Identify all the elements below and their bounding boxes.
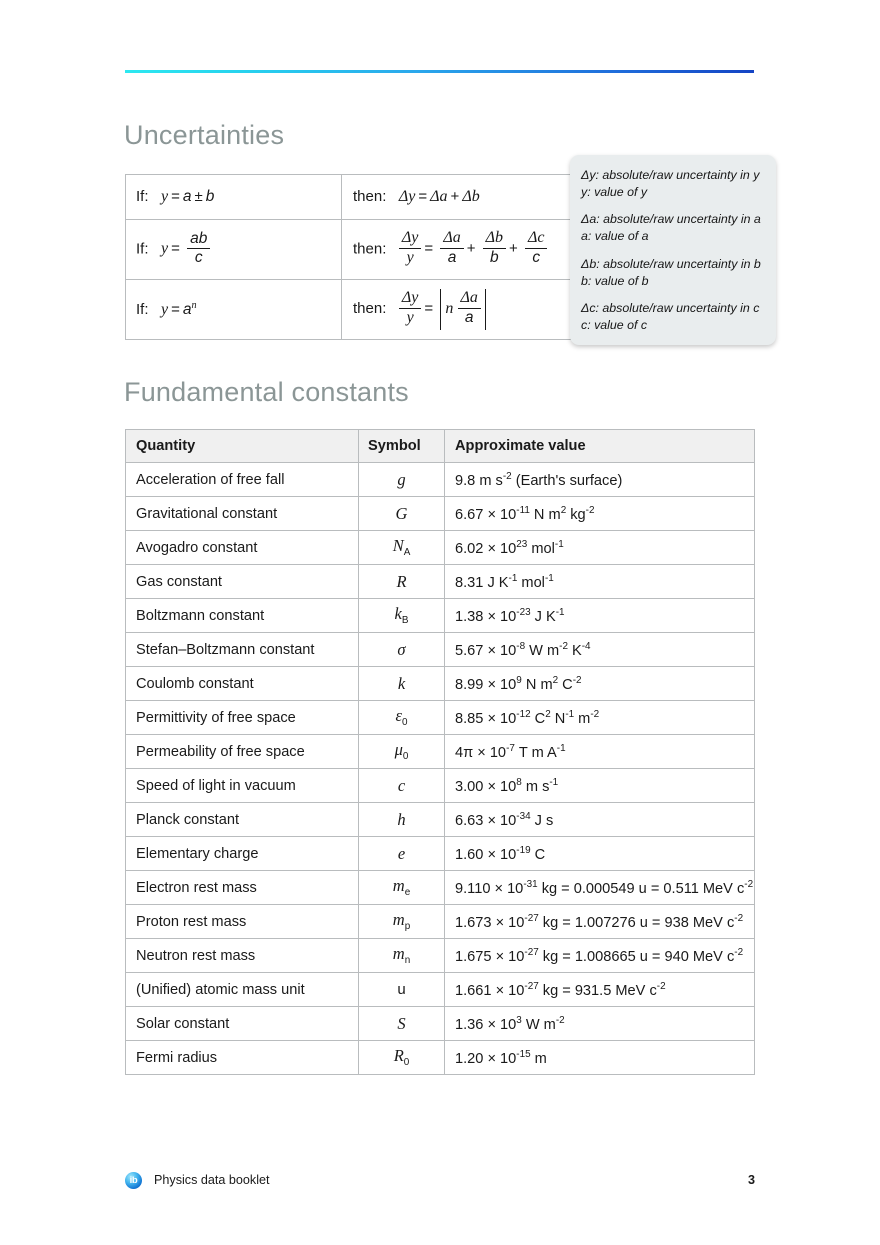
header-gradient-rule [125,70,754,73]
table-row [126,1007,755,1041]
if-label: If: [136,240,149,258]
table-row [126,701,755,735]
then-formula: $\frac{\Delta y}{y}$ = n $\frac{\Delta a}{a}$ [391,300,486,317]
then-label: then: [353,300,387,318]
table-row [126,633,755,667]
constant-symbol: c [359,769,445,803]
constant-value: $9.110 \times 10^{-31}$ kg = 0.000549 u = 0.511 MeV $c^{-2}$ [445,871,755,905]
page-number: 3 [747,1173,755,1187]
constant-quantity: Coulomb constant [126,667,359,701]
constant-symbol: S [359,1007,445,1041]
note-block [581,256,765,289]
table-row [126,531,755,565]
constant-symbol: $m_e$ [359,871,445,905]
constant-quantity: Proton rest mass [126,905,359,939]
uncertainty-if-cell [126,175,342,220]
ib-logo-icon: ib [125,1172,142,1189]
note-line: Δc: absolute/raw uncertainty in c [581,301,760,316]
table-row [126,837,755,871]
table-row [126,769,755,803]
constant-value: $6.67 \times 10^{-11}$ N $m^2$ $kg^{-2}$ [445,497,755,531]
if-formula: y = $\frac{ab}{c}$ [153,240,211,257]
then-label: then: [353,188,387,205]
note-line: Δy: absolute/raw uncertainty in y [581,168,760,182]
constant-quantity: Stefan–Boltzmann constant [126,633,359,667]
constant-value: $1.20 \times 10^{-15}$ m [445,1041,755,1075]
table-row [126,667,755,701]
note-block [581,211,765,244]
column-header-quantity: Quantity [126,430,359,463]
page-footer [125,1170,755,1192]
constant-quantity: Avogadro constant [126,531,359,565]
table-row [126,735,755,769]
constant-quantity: Solar constant [126,1007,359,1041]
fundamental-constants-table [125,429,755,1075]
constant-value: 9.8 m $s^{-2}$ (Earth's surface) [445,463,755,497]
constant-symbol: g [359,463,445,497]
uncertainty-if-cell [126,220,342,280]
constant-symbol: G [359,497,445,531]
table-header-row [126,430,755,463]
uncertainty-definitions-note [570,155,776,345]
constant-value: $8.85 \times 10^{-12}$ $C^2$ $N^{-1}$ $m^{-2}$ [445,701,755,735]
constant-value: $1.38 \times 10^{-23}$ J $K^{-1}$ [445,599,755,633]
constant-value: $3.00 \times 10^8$ m $s^{-1}$ [445,769,755,803]
constant-quantity: Electron rest mass [126,871,359,905]
constant-quantity: Speed of light in vacuum [126,769,359,803]
constant-value: $1.675 \times 10^{-27}$ kg = 1.008665 u = 940 MeV $c^{-2}$ [445,939,755,973]
constant-value: $1.673 \times 10^{-27}$ kg = 1.007276 u = 938 MeV $c^{-2}$ [445,905,755,939]
table-row [126,939,755,973]
table-row [126,497,755,531]
column-header-approximate-value: Approximate value [445,430,755,463]
constant-symbol: $\varepsilon_0$ [359,701,445,735]
constant-symbol: k [359,667,445,701]
constant-value: $8.99 \times 10^9$ N $m^2$ $C^{-2}$ [445,667,755,701]
constant-symbol: $R_0$ [359,1041,445,1075]
constant-quantity: Boltzmann constant [126,599,359,633]
note-line: b: value of b [581,273,649,288]
constant-quantity: Planck constant [126,803,359,837]
constant-value: $6.63 \times 10^{-34}$ J s [445,803,755,837]
constant-quantity: Permeability of free space [126,735,359,769]
table-row [126,973,755,1007]
table-row [126,1041,755,1075]
constant-quantity: Permittivity of free space [126,701,359,735]
constant-symbol: $m_n$ [359,939,445,973]
constant-quantity: (Unified) atomic mass unit [126,973,359,1007]
constant-symbol: $m_p$ [359,905,445,939]
constant-symbol: $k_B$ [359,599,445,633]
footer-title: Physics data booklet [154,1173,270,1187]
note-line: Δb: absolute/raw uncertainty in b [581,256,761,271]
constant-symbol: R [359,565,445,599]
constant-quantity: Gravitational constant [126,497,359,531]
constant-symbol: σ [359,633,445,667]
table-row [126,463,755,497]
table-row [126,599,755,633]
constant-symbol: $N_A$ [359,531,445,565]
constant-value: $5.67 \times 10^{-8}$ W $m^{-2}$ $K^{-4}$ [445,633,755,667]
column-header-symbol: Symbol [359,430,445,463]
constant-value: $1.60 \times 10^{-19}$ C [445,837,755,871]
section-heading-uncertainties: Uncertainties [124,120,285,150]
constant-value: $6.02 \times 10^{23}$ mol$^{-1}$ [445,531,755,565]
note-line: c: value of c [581,318,648,333]
note-line: a: value of a [581,229,649,244]
note-block [581,300,765,333]
if-label: If: [136,188,149,205]
uncertainty-if-cell [126,280,342,340]
then-formula: $\frac{\Delta y}{y}$ = $\frac{\Delta a}{a}$ + $\frac{\Delta b}{b}$ + $\frac{\Delta c}{c}$ [391,240,548,257]
constant-quantity: Gas constant [126,565,359,599]
if-label: If: [136,301,149,318]
constant-symbol: u [359,973,445,1007]
if-formula: $y = a^n$ [161,300,197,318]
if-formula: y = a ± b [161,188,215,205]
table-row [126,871,755,905]
constant-symbol: $\mu_0$ [359,735,445,769]
constant-value: $1.36 \times 10^3$ W $m^{-2}$ [445,1007,755,1041]
constant-symbol: h [359,803,445,837]
table-row [126,905,755,939]
note-block [581,167,765,200]
constant-quantity: Fermi radius [126,1041,359,1075]
constant-value: 8.31 J $K^{-1}$ mol$^{-1}$ [445,565,755,599]
then-label: then: [353,240,387,258]
constant-quantity: Elementary charge [126,837,359,871]
constant-quantity: Neutron rest mass [126,939,359,973]
constant-value: $4\pi \times 10^{-7}$ T m $A^{-1}$ [445,735,755,769]
constant-value: $1.661 \times 10^{-27}$ kg = 931.5 MeV $c^{-2}$ [445,973,755,1007]
note-line: y: value of y [581,184,648,199]
constant-symbol: e [359,837,445,871]
note-line: Δa: absolute/raw uncertainty in a [581,212,761,227]
then-formula: Δy = Δa + Δb [398,188,480,205]
section-heading-fundamental-constants: Fundamental constants [124,377,409,407]
table-row [126,803,755,837]
constant-quantity: Acceleration of free fall [126,463,359,497]
table-row [126,565,755,599]
